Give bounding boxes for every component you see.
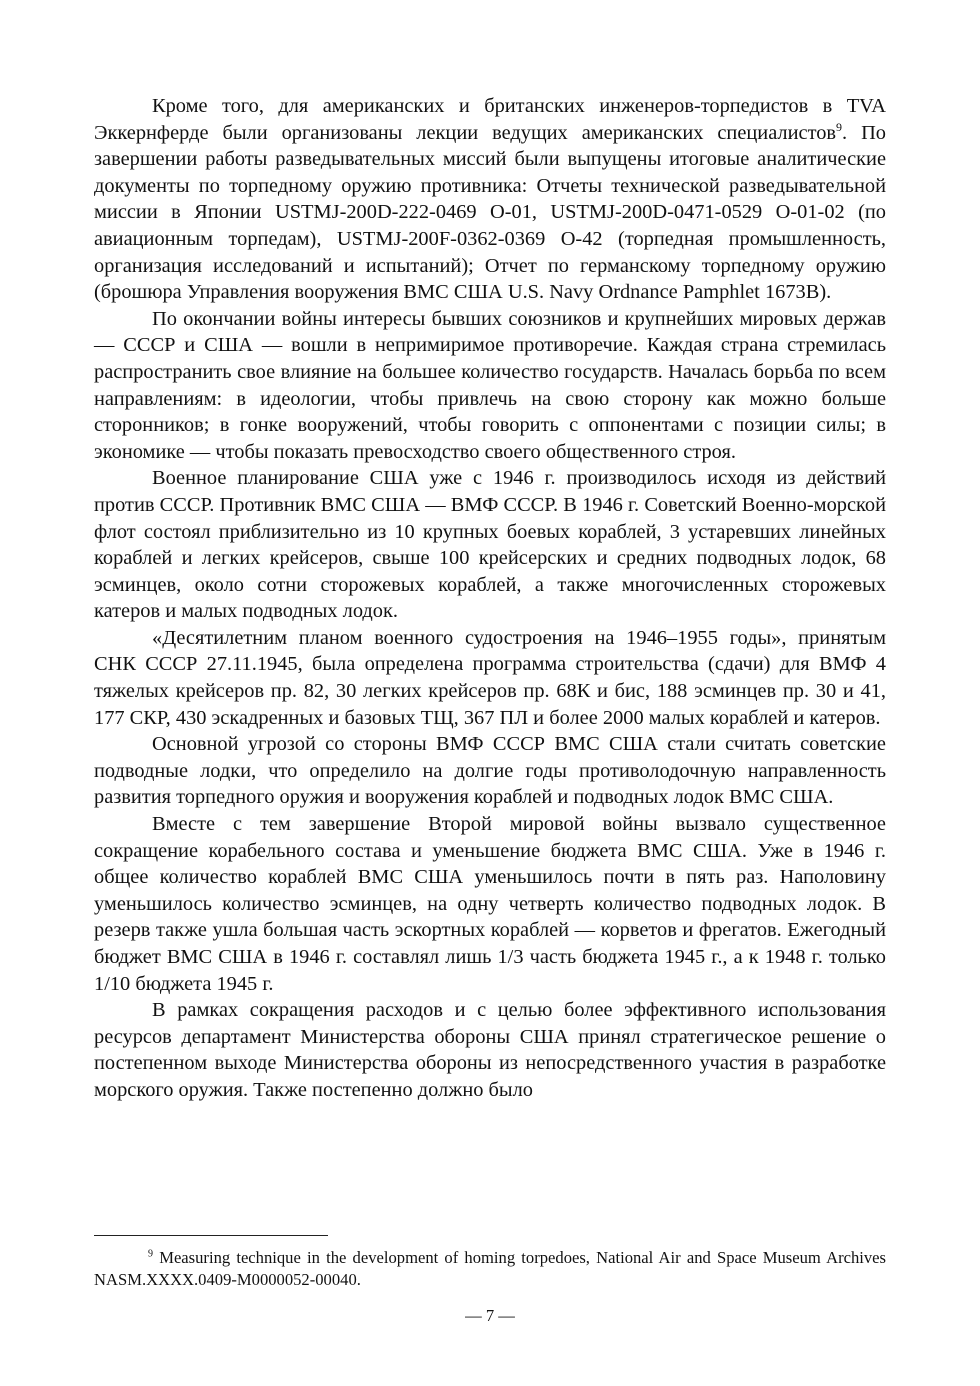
page-number: — 7 — bbox=[465, 1306, 515, 1325]
paragraph-2: По окончании войны интересы бывших союзников и крупнейших мировых держав — СССР и США — вошли в непримиримое противоречие. Каждая страна стремилась распространить свое влияние на большее количество государств. Началась борьба по всем направлениям: в идеологии, чтобы привлечь на свою сторону как можно больше сторонников; в гонке вооружений, чтобы говорить с оппонентами с позиции силы; в экономике — чтобы показать превосходство своего общественного строя. bbox=[94, 307, 886, 463]
paragraph-3: Военное планирование США уже с 1946 г. производилось исходя из действий против СССР. Противник ВМС США — ВМФ СССР. В 1946 г. Советский Военно-морской флот состоял приблизительно из 10 крупных боевых кораблей, 3 устаревших линейных кораблей и легких крейсеров, свыше 100 крейсерских и средних подводных лодок, 68 эсминцев, около сотни сторожевых кораблей, а также многочисленных сторожевых катеров и малых подводных лодок. bbox=[94, 467, 886, 623]
footnote bbox=[94, 1247, 886, 1291]
paragraph-1-text-continued: . По завершении работы разведывательных миссий были выпущены итоговые аналитические документы по торпедному оружию противника: Отчеты технической разведывательной миссии в Японии USTMJ-200D-222-0469 O-01, USTMJ-200D-0471-0529 O-01-02 (по авиационным торпедам), USTMJ-200F-0362-0369 O-42 (торпедная промышленность, организация исследований и испытаний); Отчет по германскому торпедному оружию (брошюра Управления вооружения ВМС США U.S. Navy Ordnance Pamphlet 1673B). bbox=[94, 121, 887, 304]
paragraph-5: Основной угрозой со стороны ВМФ СССР ВМС США стали считать советские подводные лодки, что определило на долгие годы противолодочную направленность развития торпедного оружия и вооружения кораблей и подводных лодок ВМС США. bbox=[94, 733, 886, 809]
paragraph-1 bbox=[94, 93, 886, 306]
footnote-divider bbox=[94, 1235, 328, 1236]
paragraph-1-text: Кроме того, для американских и британских инженеров-торпедистов в TVA Эккернферде были организованы лекции ведущих американских специалистов bbox=[94, 95, 886, 144]
paragraph-7: В рамках сокращения расходов и с целью более эффективного использования ресурсов департамент Министерства обороны США принял стратегическое решение о постепенном выходе Министерства обороны из непосредственного участия в разработке морского оружия. Также постепенно должно было bbox=[94, 999, 886, 1101]
page-body bbox=[94, 93, 886, 1104]
paragraph-4: «Десятилетним планом военного судостроения на 1946–1955 годы», принятым СНК СССР 27.11.1945, была определена программа строительства (сдачи) для ВМФ 4 тяжелых крейсеров пр. 82, 30 легких крейсеров пр. 68К и бис, 188 эсминцев пр. 30 и 41, 177 СКР, 430 эскадренных и базовых ТЩ, 367 ПЛ и более 2000 малых кораблей и катеров. bbox=[94, 626, 886, 729]
footnote-marker: 9 bbox=[148, 1248, 153, 1260]
footnote-text: Measuring technique in the development of homing torpedoes, National Air and Space Museum Archives NASM.XXXX.0409-M0000052-00040. bbox=[94, 1248, 886, 1289]
footnote-reference[interactable]: 9 bbox=[836, 119, 843, 134]
paragraph-6: Вместе с тем завершение Второй мировой войны вызвало существенное сокращение корабельного состава и уменьшение бюджета ВМС США. Уже в 1946 г. общее количество кораблей ВМС США уменьшилось почти в пять раз. Наполовину уменьшилось количество эсминцев, на одну четверть количество подводных лодок. В резерв также ушла большая часть эскортных кораблей — корветов и фрегатов. Ежегодный бюджет ВМС США в 1946 г. составлял лишь 1/3 часть бюджета 1945 г., а к 1948 г. только 1/10 бюджета 1945 г. bbox=[94, 813, 886, 995]
